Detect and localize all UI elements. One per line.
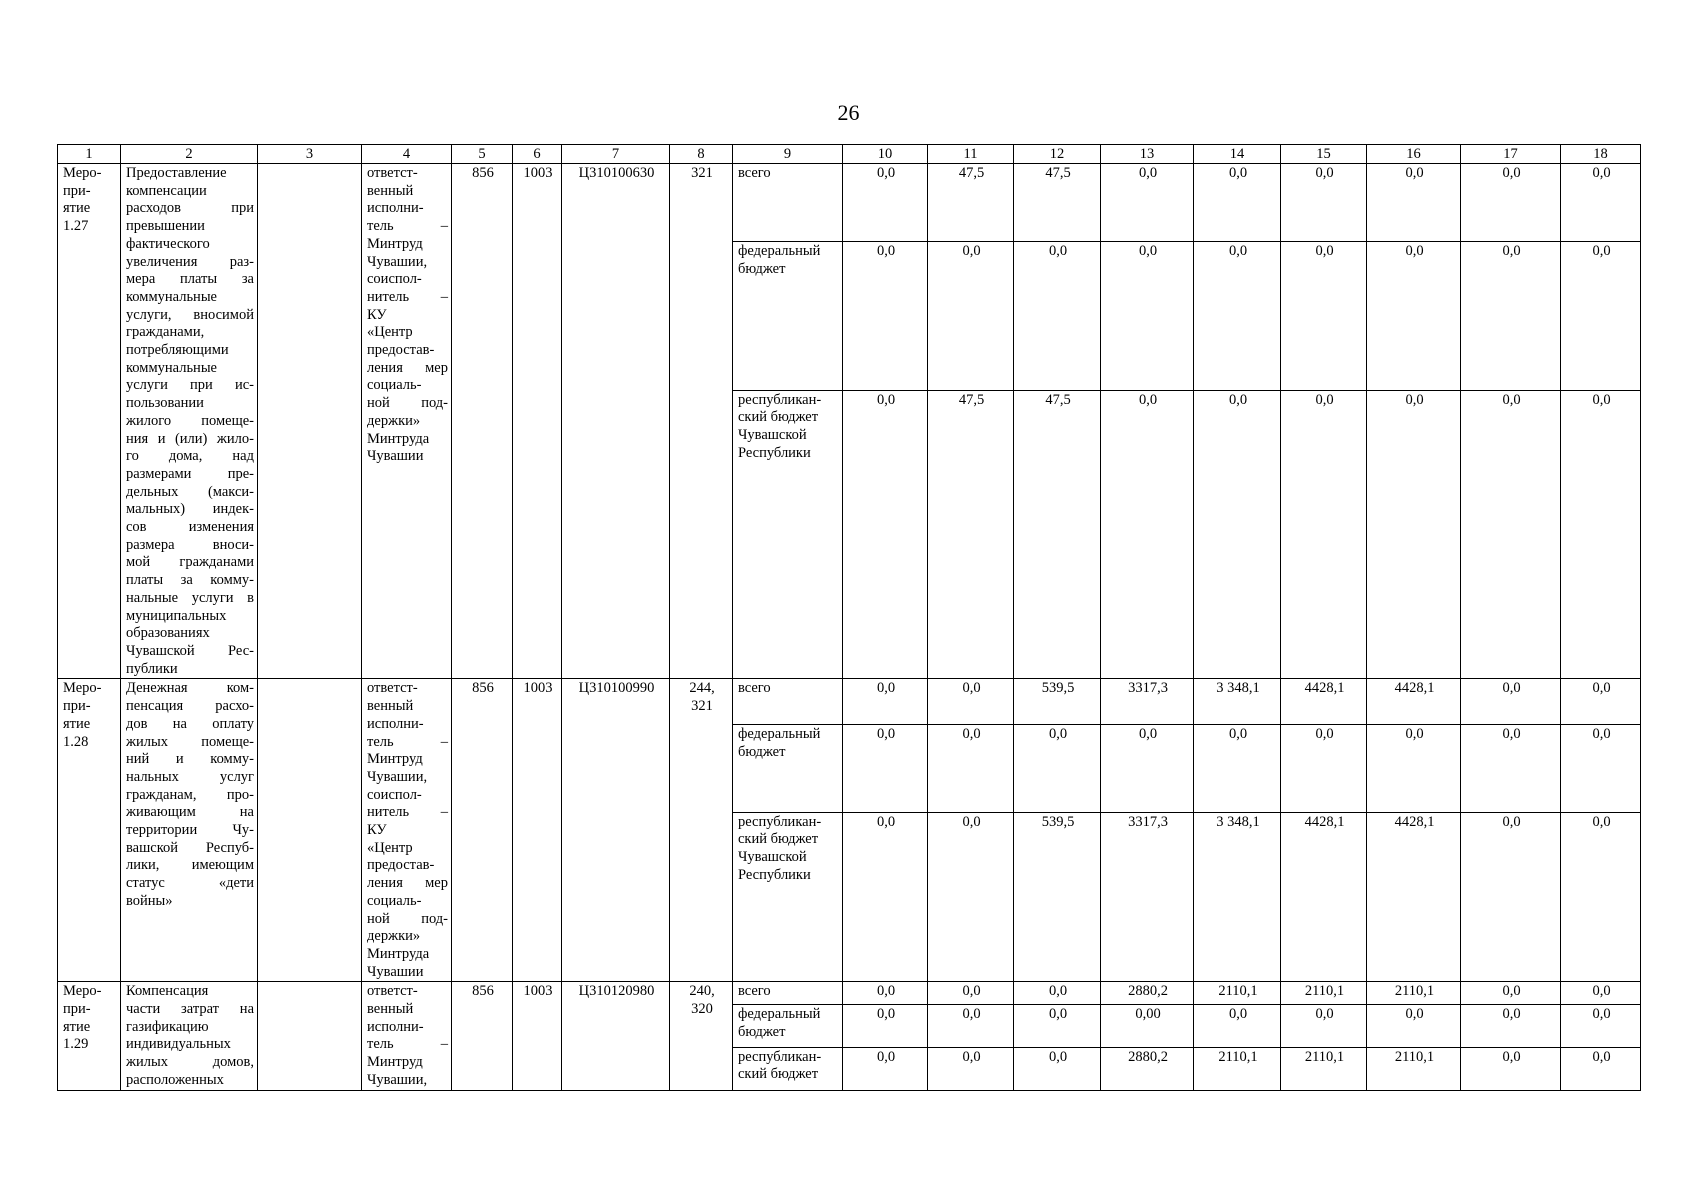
- amount-cell-col-17: 0,0: [1461, 1004, 1561, 1047]
- expense-type-code: [670, 679, 733, 982]
- executor-line: ответст-: [367, 983, 418, 1000]
- event-number: [58, 679, 121, 982]
- column-number-1: 1: [58, 145, 121, 164]
- event-name-line: сов изменения: [126, 519, 254, 536]
- executor-line: Минтруд: [367, 235, 423, 252]
- event-name: [121, 164, 258, 679]
- amount-cell-col-11: 0,0: [928, 982, 1014, 1005]
- event-name-line: территории Чу-: [126, 822, 254, 839]
- table-row: [58, 679, 1641, 725]
- executor-line: Чувашии,: [367, 1071, 428, 1088]
- column-3-cell: [258, 164, 362, 679]
- column-number-16: 16: [1367, 145, 1461, 164]
- funding-source-label-line: ский бюджет: [738, 409, 819, 426]
- column-number-12: 12: [1014, 145, 1101, 164]
- executor-line: ления мер: [367, 875, 448, 892]
- amount-cell-col-13: 0,0: [1101, 725, 1194, 812]
- amount-cell-col-17: 0,0: [1461, 1047, 1561, 1090]
- event-number-line: Меро-: [63, 680, 102, 697]
- amount-cell-col-12: 0,0: [1014, 982, 1101, 1005]
- event-name-line: коммунальные: [126, 288, 217, 305]
- executor-line: ной под-: [367, 395, 448, 412]
- event-name-line: Компенсация: [126, 983, 209, 1000]
- amount-cell-col-12: 539,5: [1014, 812, 1101, 982]
- amount-cell-col-14: 0,0: [1194, 242, 1281, 390]
- event-name-line: дельных (макси-: [126, 483, 254, 500]
- executor-line: социаль-: [367, 377, 422, 394]
- event-name-line: газификацию: [126, 1018, 209, 1035]
- event-number-line: ятие: [63, 1018, 91, 1035]
- amount-cell-col-11: 0,0: [928, 1004, 1014, 1047]
- amount-cell-col-10: 0,0: [843, 242, 928, 390]
- amount-cell-col-11: 0,0: [928, 1047, 1014, 1090]
- amount-cell-col-10: 0,0: [843, 1004, 928, 1047]
- funding-source-label-line: всего: [738, 165, 771, 181]
- funding-source-label-line: республикан-: [738, 391, 822, 408]
- event-name-line: мера платы за: [126, 271, 254, 288]
- event-name-line: расположенных: [126, 1071, 224, 1088]
- funding-source-label: [733, 390, 843, 679]
- expense-type-code-line: 321: [691, 165, 713, 181]
- event-name-line: Чувашской Рес-: [126, 642, 254, 659]
- event-number-line: Меро-: [63, 165, 102, 181]
- executor-line: предостав-: [367, 857, 435, 874]
- event-name-line: го дома, над: [126, 448, 254, 465]
- executor-line: Чувашии: [367, 963, 424, 980]
- expense-type-code: [670, 982, 733, 1090]
- amount-cell-col-12: 0,0: [1014, 1004, 1101, 1047]
- amount-cell-col-10: 0,0: [843, 679, 928, 725]
- amount-cell-col-15: 2110,1: [1281, 1047, 1367, 1090]
- amount-cell-col-12: 539,5: [1014, 679, 1101, 725]
- grbs-code: 856: [452, 164, 513, 679]
- amount-cell-col-13: 2880,2: [1101, 982, 1194, 1005]
- expense-type-code-line: 320: [691, 1001, 713, 1018]
- event-name-line: ний и комму-: [126, 751, 254, 768]
- amount-cell-col-16: 2110,1: [1367, 982, 1461, 1005]
- column-number-11: 11: [928, 145, 1014, 164]
- amount-cell-col-14: 3 348,1: [1194, 812, 1281, 982]
- column-number-9: 9: [733, 145, 843, 164]
- budget-table: [57, 144, 1641, 1091]
- event-number-line: ятие: [63, 200, 91, 217]
- executor: [362, 164, 452, 679]
- event-number-line: 1.29: [63, 1036, 89, 1053]
- page-number: 26: [837, 100, 860, 125]
- amount-cell-col-11: 0,0: [928, 725, 1014, 812]
- event-name-line: услуги, вносимой: [126, 306, 254, 323]
- column-number-15: 15: [1281, 145, 1367, 164]
- amount-cell-col-15: 4428,1: [1281, 679, 1367, 725]
- amount-cell-col-15: 4428,1: [1281, 812, 1367, 982]
- event-name-line: размерами пре-: [126, 465, 254, 482]
- amount-cell-col-16: 0,0: [1367, 1004, 1461, 1047]
- amount-cell-col-11: 47,5: [928, 390, 1014, 679]
- executor-line: венный: [367, 698, 414, 715]
- amount-cell-col-11: 47,5: [928, 164, 1014, 242]
- executor-line: Чувашии,: [367, 253, 428, 270]
- amount-cell-col-18: 0,0: [1561, 390, 1641, 679]
- expense-type-code-line: 321: [691, 698, 713, 715]
- event-number-line: 1.27: [63, 218, 89, 235]
- executor-line: социаль-: [367, 892, 422, 909]
- column-number-13: 13: [1101, 145, 1194, 164]
- event-name-line: индивидуальных: [126, 1036, 231, 1053]
- column-number-7: 7: [562, 145, 670, 164]
- amount-cell-col-17: 0,0: [1461, 242, 1561, 390]
- event-name-line: платы за комму-: [126, 572, 254, 589]
- amount-cell-col-18: 0,0: [1561, 1004, 1641, 1047]
- amount-cell-col-18: 0,0: [1561, 725, 1641, 812]
- executor-line: «Центр: [367, 324, 413, 341]
- amount-cell-col-15: 0,0: [1281, 725, 1367, 812]
- executor-line: нитель –: [367, 288, 448, 305]
- event-name-line: компенсации: [126, 182, 207, 199]
- amount-cell-col-17: 0,0: [1461, 812, 1561, 982]
- executor-line: венный: [367, 1001, 414, 1018]
- event-name-line: жилого помеще-: [126, 412, 254, 429]
- funding-source-label-line: республикан-: [738, 813, 822, 830]
- amount-cell-col-12: 47,5: [1014, 164, 1101, 242]
- event-name-line: жилых помеще-: [126, 733, 254, 750]
- funding-source-label: [733, 679, 843, 725]
- grbs-code: 856: [452, 982, 513, 1090]
- funding-source-label-line: федеральный: [738, 1005, 821, 1022]
- executor-line: ной под-: [367, 910, 448, 927]
- column-3-cell: [258, 982, 362, 1090]
- amount-cell-col-18: 0,0: [1561, 982, 1641, 1005]
- executor-line: Минтруд: [367, 751, 423, 768]
- amount-cell-col-14: 0,0: [1194, 1004, 1281, 1047]
- funding-source-label-line: бюджет: [738, 260, 786, 277]
- executor-line: держки»: [367, 412, 421, 429]
- amount-cell-col-18: 0,0: [1561, 812, 1641, 982]
- event-number-line: 1.28: [63, 733, 89, 750]
- amount-cell-col-11: 0,0: [928, 812, 1014, 982]
- funding-source-label: [733, 725, 843, 812]
- executor-line: КУ: [367, 306, 387, 323]
- event-number-line: при-: [63, 698, 91, 715]
- amount-cell-col-13: 0,00: [1101, 1004, 1194, 1047]
- event-name-line: вашской Респуб-: [126, 839, 254, 856]
- amount-cell-col-13: 0,0: [1101, 164, 1194, 242]
- event-name-line: пользовании: [126, 395, 204, 412]
- column-number-10: 10: [843, 145, 928, 164]
- column-number-4: 4: [362, 145, 452, 164]
- column-number-3: 3: [258, 145, 362, 164]
- amount-cell-col-13: 0,0: [1101, 242, 1194, 390]
- executor-line: Минтруда: [367, 430, 430, 447]
- funding-source-label-line: Чувашской: [738, 426, 807, 443]
- column-number-14: 14: [1194, 145, 1281, 164]
- column-number-8: 8: [670, 145, 733, 164]
- target-article-code: Ц310120980: [562, 982, 670, 1090]
- executor-line: соиспол-: [367, 786, 422, 803]
- funding-source-label-line: Чувашской: [738, 848, 807, 865]
- target-article-code: Ц310100990: [562, 679, 670, 982]
- executor-line: Минтруда: [367, 945, 430, 962]
- executor-line: тель –: [367, 1036, 448, 1053]
- amount-cell-col-15: 0,0: [1281, 390, 1367, 679]
- amount-cell-col-10: 0,0: [843, 164, 928, 242]
- table-body: [58, 145, 1641, 1091]
- amount-cell-col-10: 0,0: [843, 812, 928, 982]
- amount-cell-col-14: 0,0: [1194, 164, 1281, 242]
- amount-cell-col-11: 0,0: [928, 242, 1014, 390]
- event-name-line: образованиях: [126, 625, 210, 642]
- event-name-line: Предоставление: [126, 165, 227, 181]
- event-name-line: расходов при: [126, 200, 254, 217]
- funding-source-label: [733, 164, 843, 242]
- funding-source-label-line: всего: [738, 983, 771, 1000]
- amount-cell-col-12: 47,5: [1014, 390, 1101, 679]
- executor: [362, 679, 452, 982]
- event-name-line: нальные услуги в: [126, 589, 254, 606]
- amount-cell-col-13: 3317,3: [1101, 812, 1194, 982]
- amount-cell-col-15: 0,0: [1281, 164, 1367, 242]
- event-name-line: размера вноси-: [126, 536, 254, 553]
- funding-source-label-line: бюджет: [738, 1023, 786, 1040]
- event-name-line: мальных) индек-: [126, 501, 254, 518]
- expense-type-code: [670, 164, 733, 679]
- table-row: [58, 164, 1641, 242]
- executor-line: КУ: [367, 822, 387, 839]
- amount-cell-col-17: 0,0: [1461, 679, 1561, 725]
- amount-cell-col-16: 2110,1: [1367, 1047, 1461, 1090]
- amount-cell-col-13: 2880,2: [1101, 1047, 1194, 1090]
- executor-line: тель –: [367, 218, 448, 235]
- event-name-line: пенсация расхо-: [126, 698, 254, 715]
- amount-cell-col-12: 0,0: [1014, 242, 1101, 390]
- funding-source-label-line: бюджет: [738, 744, 786, 761]
- column-number-18: 18: [1561, 145, 1641, 164]
- event-name-line: ния и (или) жило-: [126, 430, 254, 447]
- funding-source-label: [733, 242, 843, 390]
- event-name-line: войны»: [126, 892, 173, 909]
- event-name-line: коммунальные: [126, 359, 217, 376]
- executor-line: ответст-: [367, 165, 418, 181]
- executor-line: исполни-: [367, 200, 424, 217]
- amount-cell-col-14: 2110,1: [1194, 982, 1281, 1005]
- executor-line: Чувашии,: [367, 768, 428, 785]
- event-name-line: дов на оплату: [126, 715, 254, 732]
- amount-cell-col-10: 0,0: [843, 390, 928, 679]
- amount-cell-col-17: 0,0: [1461, 390, 1561, 679]
- funding-source-label: [733, 812, 843, 982]
- amount-cell-col-14: 3 348,1: [1194, 679, 1281, 725]
- event-name: [121, 679, 258, 982]
- amount-cell-col-18: 0,0: [1561, 1047, 1641, 1090]
- event-name-line: мой гражданами: [126, 554, 254, 571]
- executor: [362, 982, 452, 1090]
- executor-line: соиспол-: [367, 271, 422, 288]
- event-name-line: живающим на: [126, 804, 254, 821]
- event-name-line: жилых домов,: [126, 1054, 254, 1071]
- funding-source-label-line: ский бюджет: [738, 831, 819, 848]
- funding-source-label-line: республикан-: [738, 1048, 822, 1065]
- amount-cell-col-16: 4428,1: [1367, 679, 1461, 725]
- amount-cell-col-14: 0,0: [1194, 390, 1281, 679]
- executor-line: «Центр: [367, 839, 413, 856]
- funding-source-label: [733, 982, 843, 1005]
- section-code: 1003: [513, 679, 562, 982]
- executor-line: предостав-: [367, 342, 435, 359]
- amount-cell-col-16: 0,0: [1367, 164, 1461, 242]
- amount-cell-col-16: 0,0: [1367, 242, 1461, 390]
- amount-cell-col-17: 0,0: [1461, 982, 1561, 1005]
- executor-line: ления мер: [367, 359, 448, 376]
- funding-source-label-line: Республики: [738, 866, 811, 883]
- event-number: [58, 164, 121, 679]
- event-number-line: ятие: [63, 715, 91, 732]
- event-name-line: Денежная ком-: [126, 680, 254, 697]
- expense-type-code-line: 240,: [689, 983, 715, 1000]
- event-number: [58, 982, 121, 1090]
- executor-line: ответст-: [367, 680, 418, 697]
- event-number-line: при-: [63, 1001, 91, 1018]
- column-number-row: [58, 145, 1641, 164]
- event-name-line: гражданами,: [126, 324, 205, 341]
- executor-line: Минтруд: [367, 1054, 423, 1071]
- amount-cell-col-16: 0,0: [1367, 390, 1461, 679]
- section-code: 1003: [513, 982, 562, 1090]
- funding-source-label-line: всего: [738, 680, 771, 697]
- amount-cell-col-15: 0,0: [1281, 242, 1367, 390]
- funding-source-label-line: Республики: [738, 444, 811, 461]
- executor-line: исполни-: [367, 715, 424, 732]
- amount-cell-col-17: 0,0: [1461, 725, 1561, 812]
- event-number-line: при-: [63, 182, 91, 199]
- column-number-17: 17: [1461, 145, 1561, 164]
- event-name-line: гражданам, про-: [126, 786, 254, 803]
- funding-source-label: [733, 1047, 843, 1090]
- event-name-line: публики: [126, 660, 178, 677]
- amount-cell-col-14: 0,0: [1194, 725, 1281, 812]
- column-number-5: 5: [452, 145, 513, 164]
- column-number-2: 2: [121, 145, 258, 164]
- event-name-line: лики, имеющим: [126, 857, 254, 874]
- executor-line: нитель –: [367, 804, 448, 821]
- column-3-cell: [258, 679, 362, 982]
- amount-cell-col-18: 0,0: [1561, 679, 1641, 725]
- expense-type-code-line: 244,: [689, 680, 715, 697]
- amount-cell-col-11: 0,0: [928, 679, 1014, 725]
- executor-line: исполни-: [367, 1018, 424, 1035]
- target-article-code: Ц310100630: [562, 164, 670, 679]
- funding-source-label-line: федеральный: [738, 243, 821, 260]
- event-number-line: Меро-: [63, 983, 102, 1000]
- event-name-line: превышении: [126, 218, 205, 235]
- event-name-line: части затрат на: [126, 1001, 254, 1018]
- section-code: 1003: [513, 164, 562, 679]
- event-name-line: увеличения раз-: [126, 253, 254, 270]
- grbs-code: 856: [452, 679, 513, 982]
- amount-cell-col-16: 0,0: [1367, 725, 1461, 812]
- amount-cell-col-10: 0,0: [843, 725, 928, 812]
- event-name-line: статус «дети: [126, 875, 254, 892]
- amount-cell-col-12: 0,0: [1014, 725, 1101, 812]
- funding-source-label-line: федеральный: [738, 726, 821, 743]
- event-name-line: услуги при ис-: [126, 377, 254, 394]
- amount-cell-col-13: 3317,3: [1101, 679, 1194, 725]
- amount-cell-col-18: 0,0: [1561, 164, 1641, 242]
- executor-line: тель –: [367, 733, 448, 750]
- event-name: [121, 982, 258, 1090]
- table-row: [58, 982, 1641, 1005]
- column-number-6: 6: [513, 145, 562, 164]
- event-name-line: муниципальных: [126, 607, 227, 624]
- amount-cell-col-14: 2110,1: [1194, 1047, 1281, 1090]
- amount-cell-col-13: 0,0: [1101, 390, 1194, 679]
- event-name-line: нальных услуг: [126, 768, 254, 785]
- funding-source-label: [733, 1004, 843, 1047]
- amount-cell-col-10: 0,0: [843, 1047, 928, 1090]
- amount-cell-col-15: 0,0: [1281, 1004, 1367, 1047]
- event-name-line: потребляющими: [126, 342, 229, 359]
- funding-source-label-line: ский бюджет: [738, 1066, 819, 1083]
- amount-cell-col-17: 0,0: [1461, 164, 1561, 242]
- amount-cell-col-10: 0,0: [843, 982, 928, 1005]
- amount-cell-col-12: 0,0: [1014, 1047, 1101, 1090]
- event-name-line: фактического: [126, 235, 210, 252]
- amount-cell-col-18: 0,0: [1561, 242, 1641, 390]
- executor-line: держки»: [367, 928, 421, 945]
- executor-line: венный: [367, 182, 414, 199]
- amount-cell-col-15: 2110,1: [1281, 982, 1367, 1005]
- amount-cell-col-16: 4428,1: [1367, 812, 1461, 982]
- executor-line: Чувашии: [367, 448, 424, 465]
